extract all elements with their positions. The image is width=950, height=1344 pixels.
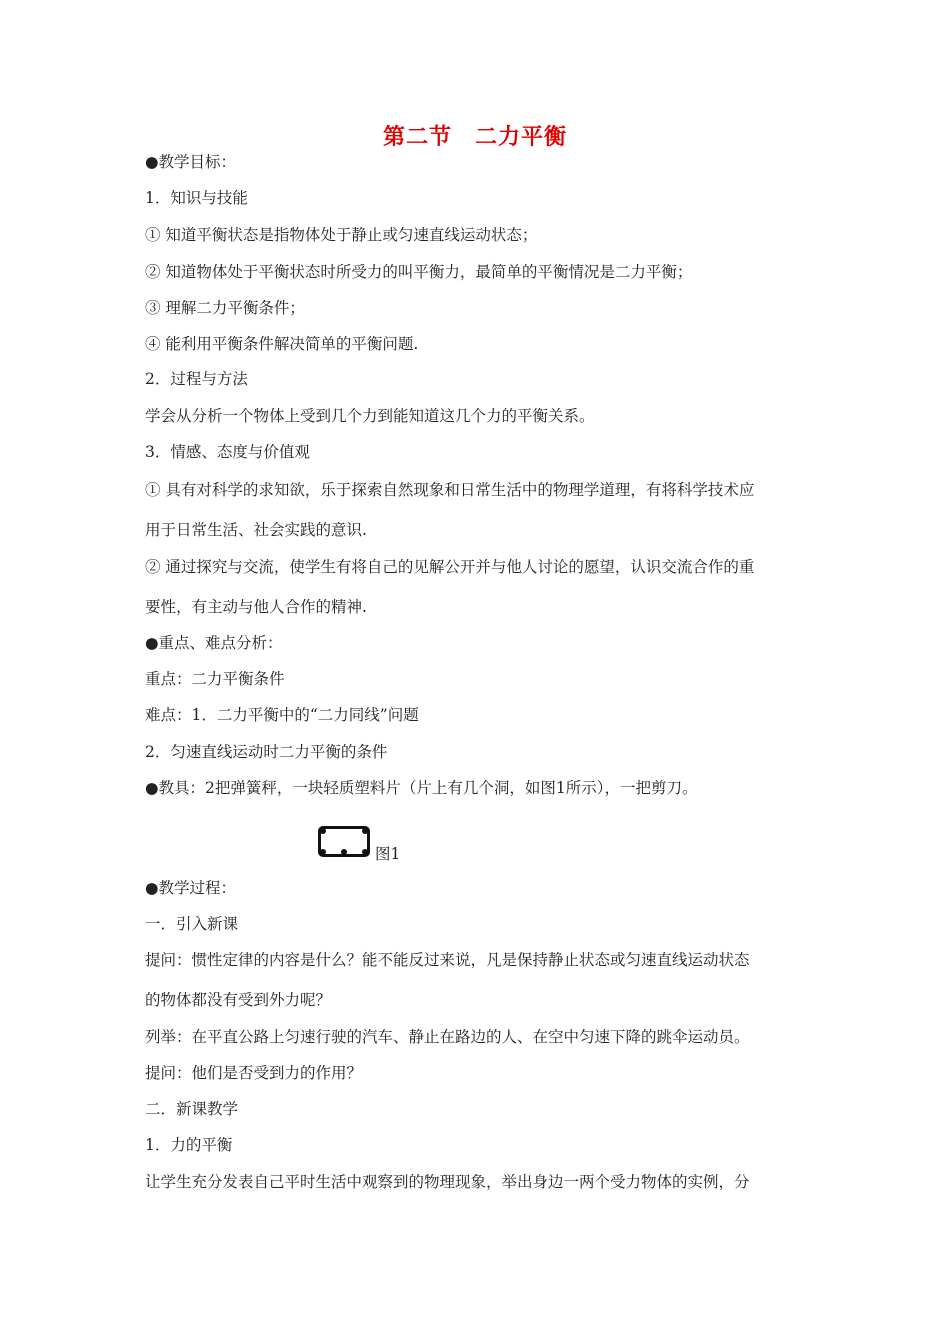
section-heading-key-points: ●重点、难点分析： [145, 634, 283, 652]
paragraph-line: 让学生充分发表自己平时生活中观察到的物理现象，举出身边一两个受力物体的实例，分 [145, 1173, 750, 1191]
paragraph-line: 难点：1．二力平衡中的“二力同线”问题 [145, 706, 419, 724]
paragraph-line: ② 知道物体处于平衡状态时所受力的叫平衡力，最简单的平衡情况是二力平衡； [145, 263, 693, 281]
paragraph-line: ① 知道平衡状态是指物体处于静止或匀速直线运动状态； [145, 226, 538, 244]
paragraph-line: ④ 能利用平衡条件解决简单的平衡问题. [145, 335, 419, 353]
paragraph-line: ② 通过探究与交流，使学生有将自己的见解公开并与他人讨论的愿望，认识交流合作的重 [145, 558, 755, 576]
paragraph-line: ③ 理解二力平衡条件； [145, 299, 305, 317]
section-heading-equipment: ●教具：2把弹簧秤，一块轻质塑料片（片上有几个洞，如图1所示），一把剪刀。 [145, 779, 698, 797]
subheading-knowledge: 1．知识与技能 [145, 189, 248, 207]
paragraph-line: 提问：惯性定律的内容是什么？能不能反过来说，凡是保持静止状态或匀速直线运动状态 [145, 951, 750, 969]
plastic-sheet-figure [318, 826, 370, 857]
subheading-attitude: 3．情感、态度与价值观 [145, 443, 310, 461]
paragraph-line: 学会从分析一个物体上受到几个力到能知道这几个力的平衡关系。 [145, 407, 595, 425]
figure-caption: 图1 [375, 845, 401, 863]
paragraph-line: 提问：他们是否受到力的作用？ [145, 1064, 363, 1082]
paragraph-line: 要性，有主动与他人合作的精神. [145, 598, 367, 616]
subheading-new-lesson: 二．新课教学 [145, 1100, 239, 1118]
hole-icon [362, 828, 368, 834]
section-heading-process: ●教学过程： [145, 879, 237, 897]
paragraph-line: 列举：在平直公路上匀速行驶的汽车、静止在路边的人、在空中匀速下降的跳伞运动员。 [145, 1028, 750, 1046]
hole-icon [320, 828, 326, 834]
paragraph-line: 重点：二力平衡条件 [145, 670, 285, 688]
hole-icon [362, 849, 368, 855]
paragraph-line: 的物体都没有受到外力呢？ [145, 991, 332, 1009]
section-heading-objectives: ●教学目标： [145, 153, 237, 171]
hole-icon [341, 849, 347, 855]
hole-icon [320, 849, 326, 855]
subheading-force-balance: 1．力的平衡 [145, 1136, 233, 1154]
subheading-process: 2．过程与方法 [145, 370, 248, 388]
subheading-intro: 一．引入新课 [145, 915, 239, 933]
paragraph-line: 用于日常生活、社会实践的意识. [145, 521, 367, 539]
paragraph-line: ① 具有对科学的求知欲，乐于探索自然现象和日常生活中的物理学道理，有将科学技术应 [145, 481, 755, 499]
paragraph-line: 2．匀速直线运动时二力平衡的条件 [145, 743, 388, 761]
page-title: 第二节 二力平衡 [382, 124, 567, 150]
